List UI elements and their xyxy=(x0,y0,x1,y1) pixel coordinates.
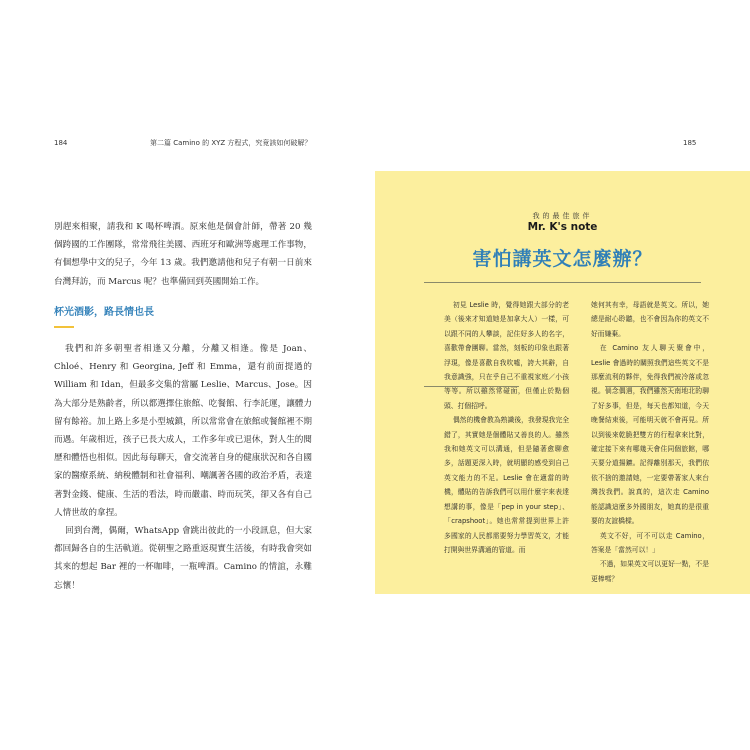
note-paragraph: 她何其有幸，母語就是英文。所以，她總是耐心聆聽，也不會因為你的英文不好而嫌棄。 xyxy=(591,301,709,338)
intro-paragraph: 別趕來相聚，請我和 K 喝杯啤酒。原來他是個會計師，帶著 20 幾個跨國的工作團隊，常常飛往美國、西班牙和歐洲等處理工作事物，有個想學中文的兒子，今年 13 歲。我們邀請他和兒子有朝一日前來台灣拜訪，而 Marcus 呢？也準備回到英國開始工作。 xyxy=(54,222,312,287)
left-section-body xyxy=(54,340,312,595)
section-heading-underline xyxy=(54,326,74,328)
note-column-right xyxy=(591,298,709,586)
note-paragraph: 偶然的機會教為熟識後，我發現我完全錯了，其實她是個體貼又善良的人。雖然我和她英文可以溝通，但是隨著愈聊愈多，話題更深入時，就明顯的感受到自己英文能力的不足。Leslie 會在適當的時機，體貼的告訴我們可以用什麼字來表達想講的事，像是「pep in your step」、「crapshoot」。她也常常提到世界上許多國家的人民都需要努力學習英文，才能打開與世界溝通的管道。而 xyxy=(444,416,569,554)
note-paragraph: 不過，如果英文可以更好一點，不是更棒嗎？ xyxy=(591,560,709,583)
note-title-rule xyxy=(424,282,701,283)
note-title: 害怕講英文怎麼辦？ xyxy=(472,248,653,270)
left-intro-text xyxy=(54,218,312,291)
note-paragraph: 初見 Leslie 時，覺得她跟大部分的老美（後來才知道她是加拿大人）一樣，可以跟不同的人攀談，記住好多人的名字，喜歡帶會團聊。當然，刻板的印象也跟著浮現，像是喜歡自我吹噓，誇大其辭，自我意識強，只在乎自己不重視家庭／小孩等等。所以雖然常碰面，但僅止於點個頭、打個招呼。 xyxy=(444,301,569,410)
note-paragraph: 在 Camino 友人聊天聚會中，Leslie 會過時的關照我們這些英文不是那麼流利的夥伴，免得我們被冷落或忽視。倘念偶遇，我們雖然天南地北的聊了好多事，但是，每天也都知道，今天晚餐結束後，可能明天就不會再見。所以到後來乾脆把雙方的行程拿來比對，確定接下來有哪幾天會住同個旅館，哪天要分道揚鑣。記得離別那天，我們依依不捨的邀請她，一定要帶著家人來台灣找我們。說真的，這次走 Camino 能認識這麼多外國朋友，她真的是很重要的友誼橋樑。 xyxy=(591,344,709,526)
right-page-number: 185 xyxy=(683,139,697,147)
body-paragraph: 回到台灣，偶爾，WhatsApp 會跳出彼此的一小段訊息，但大家都回歸各自的生活軌道。從朝聖之路重返現實生活後，有時我會突如其來的想起 Bar 裡的一杯咖啡，一瓶啤酒。Camino 的情誼，永難忘懷！ xyxy=(54,526,312,591)
body-paragraph: 我們和許多朝聖者相逢又分離，分離又相逢。像是 Joan、Chloé、Henry 和 Georgina, Jeff 和 Emma，還有前面提過的 William 和 Idan，但最多交集的當屬 Leslie、Marcus、Jose。因為大部分是熟齡者，所以都選擇住旅館、吃餐館、行李託運，讓體力留有餘裕。加上路上多是小型城鎮，所以常常會在旅館或餐館裡不期而遇。年歲相近，孩子已長大成人，工作多年或已退休，對人生的閱歷和體悟也相似。因此每每聊天，會交流著自身的健康狀況和各自國家的醫療系統、納稅體制和社會福利、嘲諷著各國的政治矛盾，表達著對金錢、健康、生活的看法，時而嚴肅、時而玩笑，卻又各有自己人情世故的拿捏。 xyxy=(54,344,312,518)
section-heading: 杯光酒影，路長情也長 xyxy=(54,307,154,318)
note-panel xyxy=(375,171,750,594)
left-page-number: 184 xyxy=(54,139,68,147)
note-kicker: 我的最佳旅伴 xyxy=(532,212,593,220)
running-head: 第二篇 Camino 的 XYZ 方程式，究竟該如何破解？ xyxy=(150,139,312,147)
note-subtitle: Mr. K's note xyxy=(527,221,598,233)
note-column-left xyxy=(444,298,569,557)
note-paragraph: 英文不好，可不可以走 Camino，答案是「當然可以！」 xyxy=(591,531,709,554)
